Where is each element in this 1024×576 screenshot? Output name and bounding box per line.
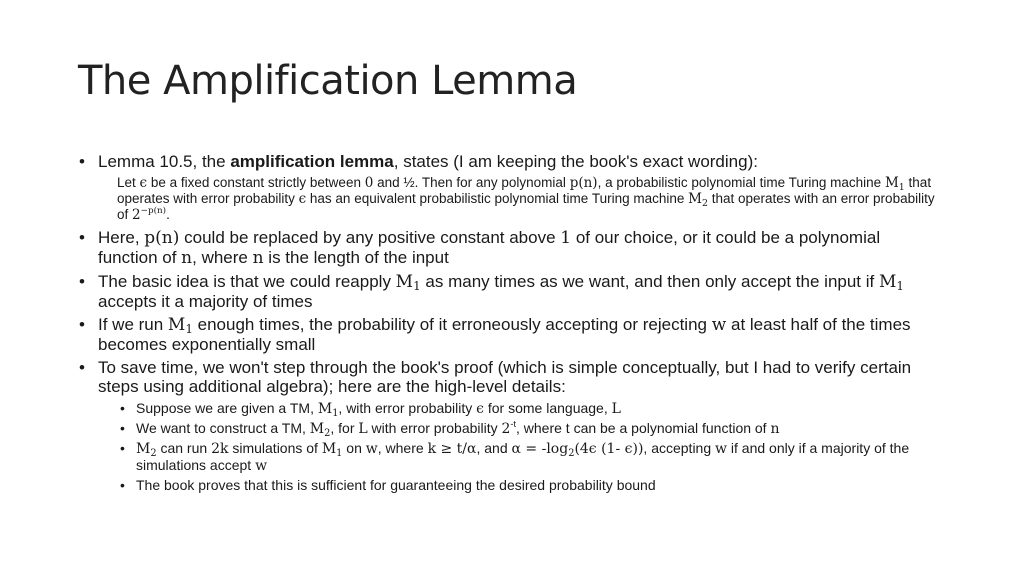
text-fragment: p(n)	[144, 228, 180, 248]
text-fragment: of our choice, or it could be a polynomial function of	[98, 228, 881, 267]
text-fragment: If we run	[98, 315, 168, 334]
text-fragment: has an equivalent probabilistic polynomial time Turing machine	[306, 191, 689, 206]
text-fragment: with error probability	[367, 420, 502, 436]
text-fragment: M	[395, 272, 414, 292]
text-fragment: and ½. Then for any polynomial	[373, 175, 570, 190]
text-fragment: ϵ	[476, 401, 484, 417]
text-fragment: , and	[476, 440, 512, 456]
text-fragment: , where t can be a polynomial function of	[515, 420, 771, 436]
text-fragment: for some language,	[483, 400, 612, 416]
text-fragment: M	[167, 315, 186, 335]
text-fragment: 2k	[211, 441, 229, 457]
text-fragment: could be replaced by any positive constant above	[179, 228, 561, 247]
text-fragment: 1	[336, 448, 343, 459]
text-fragment: accepts it a majority of times	[98, 292, 313, 311]
text-fragment: that operates with error probability	[117, 175, 932, 206]
sub-bullet-simulations	[118, 440, 938, 474]
text-fragment: be a fixed constant strictly between	[147, 175, 365, 190]
text-fragment: n	[252, 248, 264, 268]
bullet-lemma	[78, 152, 938, 171]
slide-title: The Amplification Lemma	[78, 58, 578, 104]
text-fragment: .	[166, 207, 170, 222]
text-fragment: k ≥ t/α	[427, 441, 477, 457]
text-fragment: 2	[501, 421, 511, 437]
text-fragment: We want to construct a TM,	[136, 420, 310, 436]
text-fragment: M	[136, 441, 151, 457]
text-fragment: M	[317, 401, 333, 417]
text-fragment: -t	[510, 419, 516, 429]
text-fragment: , for	[330, 420, 359, 436]
slide-body	[78, 152, 938, 496]
text-fragment: if and only if a majority of the simulations accept	[136, 440, 910, 473]
text-fragment: is the length of the input	[263, 248, 449, 267]
text-fragment: , with error probability	[338, 400, 477, 416]
text-fragment: 2	[132, 207, 141, 223]
sub-bullet-construct	[118, 420, 938, 437]
text-fragment: on	[342, 440, 366, 456]
text-fragment: (4ϵ (1- ϵ))	[574, 441, 644, 457]
text-fragment: 2	[568, 448, 575, 459]
text-fragment: w	[255, 458, 268, 474]
text-fragment: 1	[896, 279, 904, 293]
text-fragment: To save time, we won't step through the book's proof (which is simple conceptually, but I had to verify certain steps using additional algebra); here are the high-level details:	[98, 358, 912, 396]
text-fragment: 1	[332, 408, 339, 419]
text-fragment: n	[181, 248, 193, 268]
text-fragment: 0	[364, 175, 374, 191]
text-fragment: α = -log	[511, 441, 569, 457]
text-fragment: , states (I am keeping the book's exact wording):	[393, 152, 758, 171]
text-fragment: enough times, the probability of it erroneously accepting or rejecting	[192, 315, 712, 334]
text-fragment: , where	[377, 440, 428, 456]
text-fragment: M	[309, 421, 325, 437]
text-fragment: as many times as we want, and then only accept the input if	[420, 272, 879, 291]
text-fragment: L	[358, 421, 368, 437]
text-fragment: Lemma 10.5, the	[98, 152, 231, 171]
text-fragment: −p(n)	[140, 206, 167, 216]
text-fragment: 1	[560, 228, 572, 248]
text-fragment: Here,	[98, 228, 145, 247]
text-fragment: 2	[150, 448, 157, 459]
bullet-basic-idea	[78, 272, 938, 311]
text-fragment: M	[321, 441, 337, 457]
text-fragment: , accepting	[643, 440, 716, 456]
text-fragment: L	[611, 401, 621, 417]
text-fragment: simulations of	[228, 440, 322, 456]
text-fragment: p(n)	[569, 175, 598, 191]
bullet-if-we-run	[78, 315, 938, 354]
text-fragment: M	[884, 175, 899, 191]
text-fragment: n	[770, 421, 780, 437]
text-fragment: M	[878, 272, 897, 292]
text-fragment: that operates with an error probability of	[117, 191, 935, 222]
sub-bullet-proof	[118, 477, 938, 493]
bullet-save-time	[78, 358, 938, 396]
text-fragment: 1	[413, 279, 421, 293]
text-fragment: 1	[185, 322, 193, 336]
text-fragment: can run	[156, 440, 212, 456]
text-fragment: M	[688, 191, 702, 207]
lemma-quote	[117, 175, 938, 223]
text-fragment: ϵ	[139, 175, 148, 191]
text-fragment: Let	[117, 175, 140, 190]
text-fragment: The book proves that this is sufficient for guaranteeing the desired probability bound	[136, 477, 656, 493]
text-fragment: at least half of the times becomes exponentially small	[98, 315, 911, 354]
sub-bullet-suppose	[118, 400, 938, 417]
text-fragment: ϵ	[298, 191, 307, 207]
text-fragment: 1	[898, 182, 905, 193]
text-fragment: The basic idea is that we could reapply	[98, 272, 396, 291]
text-fragment: w	[715, 441, 728, 457]
text-fragment: , where	[192, 248, 253, 267]
text-fragment: w	[365, 441, 378, 457]
text-fragment: w	[711, 315, 727, 335]
text-fragment: 2	[701, 198, 708, 209]
text-fragment: , a probabilistic polynomial time Turing machine	[597, 175, 885, 190]
bold-term: amplification lemma	[230, 152, 394, 171]
text-fragment: 2	[324, 428, 331, 439]
text-fragment: Suppose we are given a TM,	[136, 400, 318, 416]
bullet-here	[78, 228, 938, 268]
